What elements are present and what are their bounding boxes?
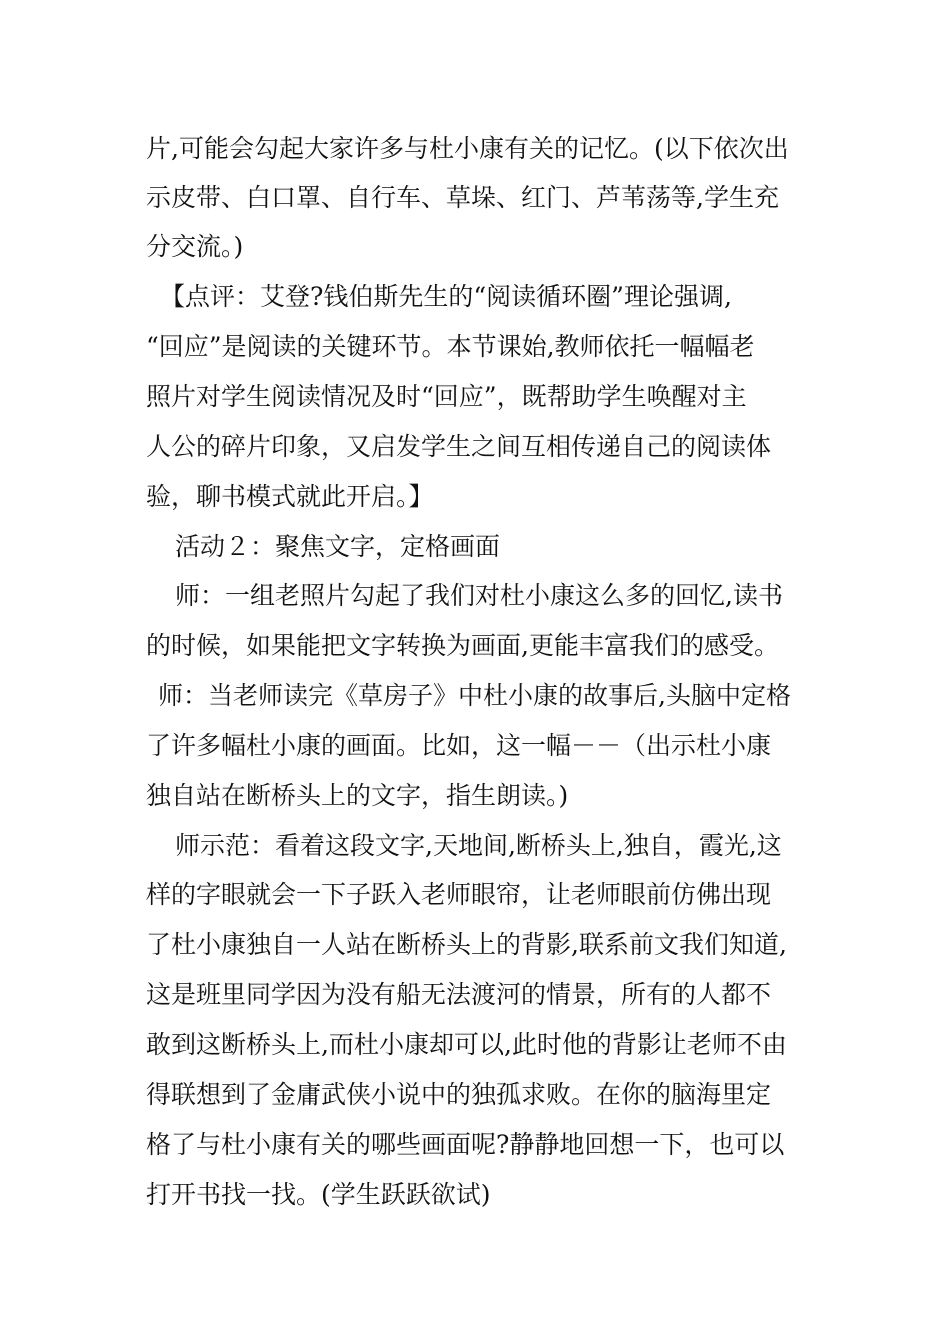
text-line: 片,可能会勾起大家许多与杜小康有关的记忆。(以下依次出 [146, 134, 789, 163]
text-line: 了杜小康独自一人站在断桥头上的背影,联系前文我们知道, [146, 930, 787, 959]
text-line: 这是班里同学因为没有船无法渡河的情景，所有的人都不 [146, 980, 772, 1009]
text-line: 验，聊书模式就此开启。】 [146, 482, 434, 511]
text-line: “回应”是阅读的关键环节。本节课始,教师依托一幅幅老 [146, 332, 755, 361]
text-line: 格了与杜小康有关的哪些画面呢?静静地回想一下，也可以 [146, 1130, 785, 1159]
text-line: 打开书找一找。(学生跃跃欲试) [146, 1180, 491, 1209]
text-line: 分交流。) [146, 232, 244, 261]
text-line: 样的字眼就会一下子跃入老师眼帘，让老师眼前仿佛出现 [146, 880, 772, 909]
text-line: 师示范：看着这段文字,天地间,断桥头上,独自，霞光,这 [150, 831, 782, 860]
text-line: 【点评：艾登?钱伯斯先生的“阅读循环圈”理论强调, [160, 282, 732, 311]
text-line: 师：一组老照片勾起了我们对杜小康这么多的回忆,读书 [150, 581, 783, 610]
text-line: 照片对学生阅读情况及时“回应”，既帮助学生唤醒对主 [146, 382, 747, 411]
text-line: 师：当老师读完《草房子》中杜小康的故事后,头脑中定格 [158, 681, 791, 710]
text-line: 敢到这断桥头上,而杜小康却可以,此时他的背影让老师不由 [146, 1030, 787, 1059]
text-line: 了许多幅杜小康的画面。比如，这一幅－－（出示杜小康 [146, 731, 772, 760]
text-line: 人公的碎片印象，又启发学生之间互相传递自己的阅读体 [146, 432, 772, 461]
text-line: 的时候，如果能把文字转换为画面,更能丰富我们的感受。 [146, 631, 779, 660]
text-line: 示皮带、白口罩、自行车、草垛、红门、芦苇荡等,学生充 [146, 183, 779, 212]
text-line: 独自站在断桥头上的文字，指生朗读。) [146, 781, 569, 810]
text-line: 活动２：聚焦文字，定格画面 [150, 532, 501, 561]
text-line: 得联想到了金庸武侠小说中的独孤求败。在你的脑海里定 [146, 1080, 772, 1109]
